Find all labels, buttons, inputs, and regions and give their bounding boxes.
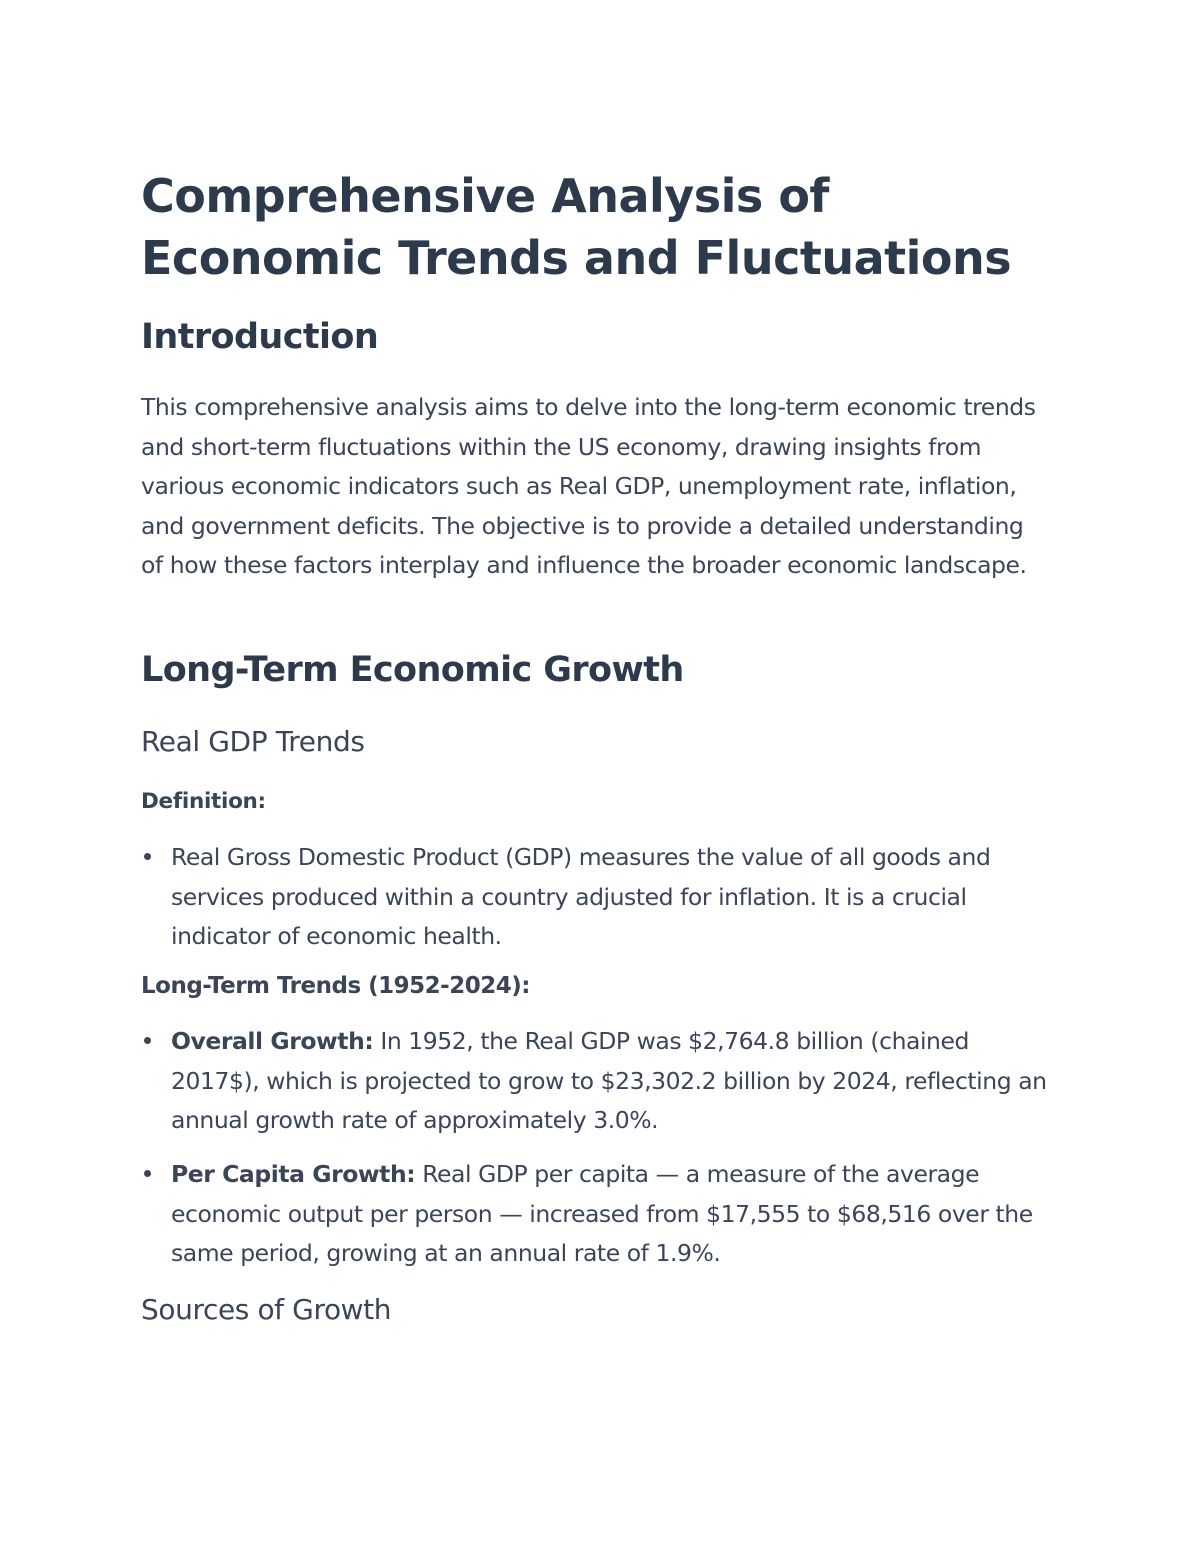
definition-bullet <box>141 838 1061 957</box>
bullet-icon <box>144 1037 151 1044</box>
per-capita-growth-text: Real GDP per capita — a measure of the average economic output per person — increased from $17,555 to $68,516 over the same period, growing at an annual rate of 1.9%. <box>171 1160 1033 1268</box>
long-term-trends-label: Long-Term Trends (1952-2024): <box>141 973 530 999</box>
per-capita-growth-bullet <box>141 1155 1061 1274</box>
document-page <box>141 165 1061 1326</box>
overall-growth-bullet <box>141 1022 1061 1141</box>
introduction-heading: Introduction <box>141 317 379 357</box>
overall-growth-label: Overall Growth: <box>171 1027 374 1055</box>
introduction-paragraph: This comprehensive analysis aims to delve into the long-term economic trends and short-term fluctuations within the US economy, drawing insights from various economic indicators such as Real GDP, unemployment rate, inflation, and government deficits. The objective is to provide a detailed understanding of how these factors interplay and influence the broader economic landscape. <box>141 393 1036 580</box>
bullet-icon <box>144 1170 151 1177</box>
overall-growth-text: In 1952, the Real GDP was $2,764.8 billion (chained 2017$), which is projected to grow to $23,302.2 billion by 2024, reflecting an annual growth rate of approximately 3.0%. <box>171 1027 1047 1135</box>
long-term-growth-heading: Long-Term Economic Growth <box>141 650 684 690</box>
definition-label: Definition: <box>141 789 266 814</box>
document-title: Comprehensive Analysis of Economic Trends and Fluctuations <box>141 169 1012 285</box>
per-capita-growth-label: Per Capita Growth: <box>171 1160 416 1188</box>
bullet-icon <box>144 853 151 860</box>
sources-of-growth-heading: Sources of Growth <box>141 1293 392 1326</box>
real-gdp-trends-heading: Real GDP Trends <box>141 725 365 758</box>
definition-bullet-text: Real Gross Domestic Product (GDP) measures the value of all goods and services produced within a country adjusted for inflation. It is a crucial indicator of economic health. <box>171 843 991 951</box>
